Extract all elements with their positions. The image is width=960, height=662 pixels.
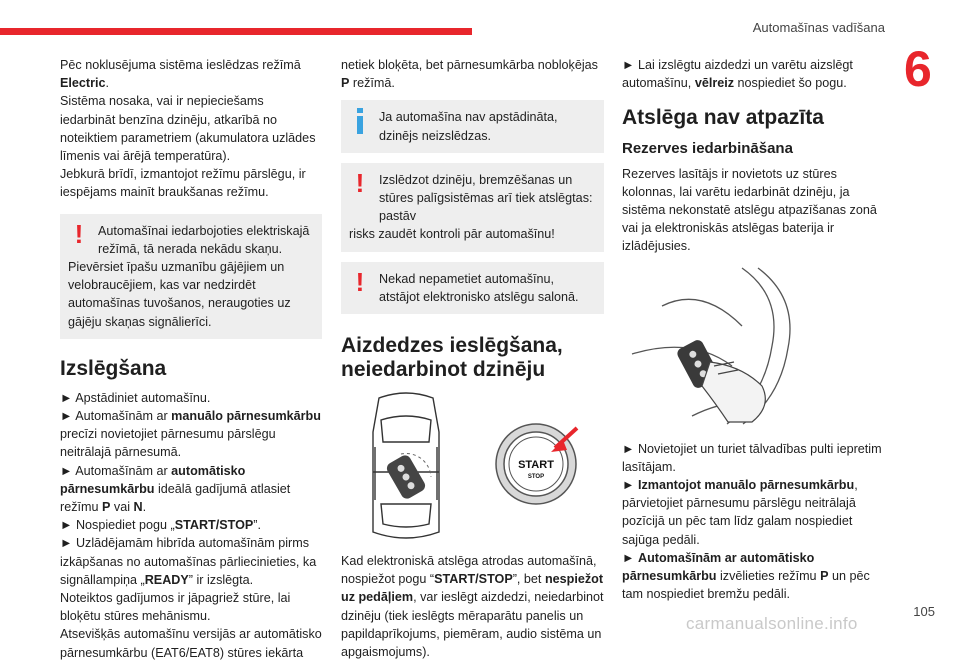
bold-text: Izmantojot manuālo pārnesumkārbu (637, 478, 855, 493)
note-text: risks zaudēt kontroli pār automašīnu! (349, 227, 555, 242)
paragraph (341, 56, 604, 92)
column-middle (341, 56, 604, 661)
bold-text: START/STOP (174, 518, 254, 533)
text: Pēc noklusējuma sistēma ieslēdzas režīmā (60, 58, 301, 72)
text: režīmā. (349, 76, 395, 91)
figure-car-start-stop (341, 392, 604, 542)
paragraph: Atsevišķās automašīnu versijās ar automātisko pārnesumkārbu (EAT6/EAT8) stūres iekārta (60, 627, 322, 660)
car-key-illustration (341, 392, 604, 542)
paragraph (60, 56, 322, 92)
paragraph: Jebkurā brīdī, izmantojot režīmu pārslēgu, ir iespējams mainīt braukšanas režīmu. (60, 167, 306, 200)
section-title: Automašīnas vadīšana (752, 20, 885, 35)
bold-text: automātisko pārnesumkārbu (60, 463, 246, 496)
text: ” ir izslēgta. (188, 572, 254, 587)
start-button-label: START (518, 459, 554, 472)
bold-text: manuālo pārnesumkārbu (171, 409, 321, 424)
text: ► Nospiediet pogu „ (60, 518, 175, 533)
text: netiek bloķēta, bet pārnesumkārba nobloķējas (341, 58, 598, 72)
text: ► Uzlādējamām hibrīda automašīnām pirms izkāpšanas no automašīnas pārliecinieties, ka signāllampiņa „ (60, 536, 317, 587)
text: ► Automašīnām ar (60, 409, 172, 424)
text: . (105, 76, 110, 91)
exclamation-icon: ! (355, 167, 365, 198)
text: ► (622, 478, 638, 493)
column-right (622, 56, 887, 603)
text: ”, bet (512, 572, 545, 587)
info-icon (355, 108, 365, 132)
warning-note-electric (60, 214, 322, 339)
text: ► (622, 550, 638, 565)
bold-text: P (341, 76, 350, 91)
exclamation-icon: ! (355, 266, 365, 297)
text: Kad elektroniskā atslēga atrodas automašīnā, nospiežot pogu “ (341, 554, 597, 587)
bold-text: vēlreiz (694, 76, 735, 91)
header-accent-bar (0, 28, 472, 35)
paragraph (341, 552, 604, 661)
watermark-text: carmanualsonline.info (686, 614, 858, 633)
heading-izslegsana: Izslēgšana (60, 356, 167, 380)
paragraph: Sistēma nosaka, vai ir nepieciešams iedarbināt benzīna dzinēju, atkarībā no noteiktiem parametriem (akumulatora uzlādes līmenis vai ārējā temperatūra). (60, 94, 316, 164)
note-text: Nekad nepametiet automašīnu, atstājot elektronisko atslēgu salonā. (379, 271, 579, 304)
steering-column-illustration (632, 266, 887, 426)
text: , var ieslēgt aizdedzi, neiedarbinot dzinēju (tiek ieslēgts mēraparātu panelis un papildaprīkojums, piemēram, audio sistēma un apgaismojums). (341, 590, 604, 660)
step (622, 476, 887, 549)
chapter-number: 6 (904, 41, 932, 97)
bold-text: P (820, 569, 829, 584)
step (622, 56, 887, 92)
text: precīzi novietojiet pārnesumu pārslēgu neitrālajā pārnesumā. (60, 427, 276, 460)
text: vai (110, 500, 134, 515)
bold-text: P (102, 500, 111, 515)
step: ► Apstādiniet automašīnu. (60, 390, 211, 405)
exclamation-icon: ! (74, 218, 84, 249)
text: nospiediet šo pogu. (734, 76, 847, 91)
note-text: Automašīnai iedarbojoties elektriskajā režīmā, tā nerada nekādu skaņu. (98, 223, 310, 256)
text: ideālā gadījumā atlasiet režīmu (60, 481, 291, 515)
figure-backup-reader (632, 266, 887, 426)
heading-aizdedze: Aizdedzes ieslēgšana, neiedarbinot dzinēju (341, 334, 563, 382)
warning-note-key (341, 262, 604, 314)
step (60, 462, 322, 517)
step: ► Novietojiet un turiet tālvadības pulti iepretim lasītājam. (622, 441, 882, 474)
step (60, 407, 322, 462)
text: ► Lai izslēgtu aizdedzi un varētu aizslēgt automašīnu, (622, 58, 853, 91)
paragraph: Rezerves lasītājs ir novietots uz stūres kolonnas, lai varētu iedarbināt dzinēju, ja sistēma nekonstatē atslēgu atpazīšanas zonā vai ja elektroniskās atslēgas baterija ir izlādējusies. (622, 166, 877, 254)
note-text: Pievērsiet īpašu uzmanību gājējiem un velobraucējiem, kas var nedzirdēt automašīnas tuvošanos, neraugoties uz gājēju skaņas signālierīci. (68, 260, 291, 329)
bold-text: Electric (60, 76, 106, 91)
bold-text: N (133, 500, 143, 515)
warning-note-assist (341, 163, 604, 252)
page-number: 105 (913, 604, 935, 619)
bold-text: nespiežot uz pedāļiem (341, 572, 604, 605)
step (60, 534, 322, 589)
bold-text: READY (144, 572, 189, 587)
bold-text: START/STOP (434, 572, 513, 587)
column-left (60, 56, 322, 662)
text: un pēc tam nospiediet bremžu pedāli. (622, 569, 870, 602)
step (622, 549, 887, 604)
step (60, 516, 322, 534)
text: ”. (253, 518, 261, 533)
stop-button-label: STOP (527, 474, 545, 481)
heading-atslega: Atslēga nav atpazīta (622, 106, 824, 130)
paragraph: Noteiktos gadījumos ir jāpagriež stūre, lai bloķētu stūres mehānismu. (60, 591, 291, 624)
text: , pārvietojiet pārnesumu pārslēgu neitrālajā pozīcijā un pēc tam līdz galam nospiediet sajūga pedāli. (622, 478, 858, 547)
text: izvēlieties režīmu (716, 569, 821, 584)
note-text: Ja automašīna nav apstādināta, dzinējs neizslēdzas. (379, 110, 558, 143)
note-text: Izslēdzot dzinēju, bremzēšanas un stūres palīgsistēmas arī tiek atslēgtas: pastāv (379, 172, 593, 224)
info-note (341, 100, 604, 152)
subheading-rezerves: Rezerves iedarbināšana (622, 140, 793, 158)
bold-text: Automašīnām ar automātisko pārnesumkārbu (622, 550, 815, 584)
text: . (142, 500, 147, 515)
text: ► Automašīnām ar (60, 463, 172, 478)
